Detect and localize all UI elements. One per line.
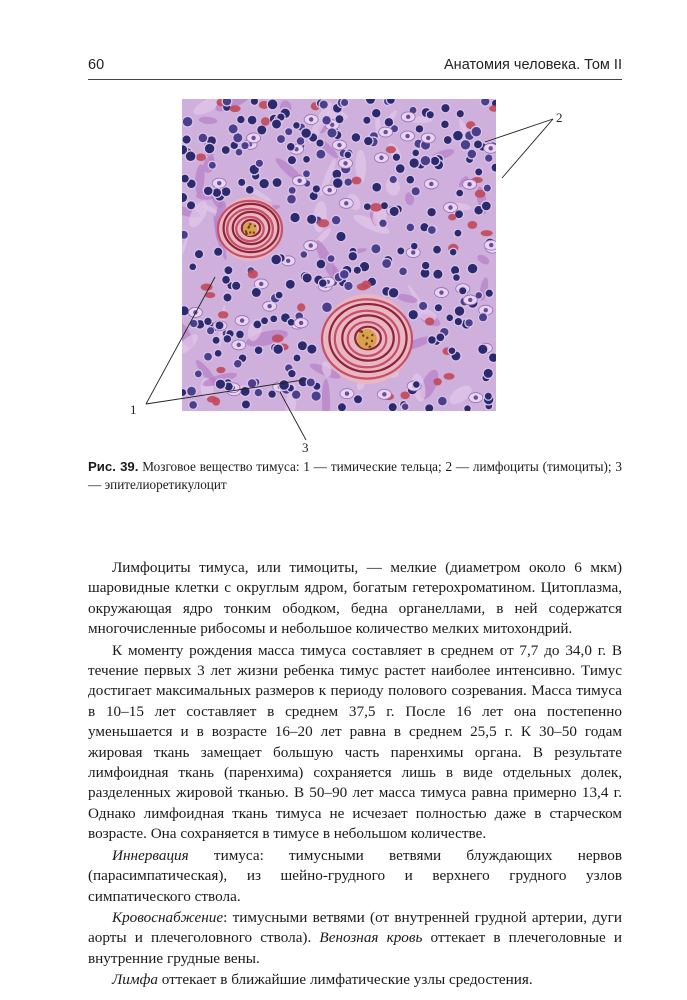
page-number: 60 <box>88 57 105 73</box>
body-text <box>88 558 622 991</box>
term-blood-supply: Кровоснабжение <box>112 908 224 926</box>
blood-supply-text: : тимусными ветвями (от внутренней грудной артерии, дуги аорты и плечеголовного ствола). <box>88 908 622 947</box>
paragraph-innervation <box>88 846 622 907</box>
thymus-micrograph <box>167 94 501 425</box>
venous-text: оттекает в плечеголовные и внутренние грудные вены. <box>88 929 622 967</box>
term-venous-blood: Венозная кровь <box>319 929 423 947</box>
innervation-text: тимуса: тимусными ветвями блуждающих нервов (парасимпатическая), из шейно-грудного и верхнего грудного узлов симпатического ствола. <box>88 846 622 905</box>
paragraph-blood-supply <box>88 908 622 969</box>
term-innervation: Иннервация <box>112 846 189 864</box>
lymph-text: оттекает в ближайшие лимфатические узлы средостения. <box>157 971 533 989</box>
term-lymph: Лимфа <box>112 971 158 989</box>
running-header <box>88 55 622 80</box>
micrograph-svg <box>120 94 590 466</box>
paragraph-lymph <box>88 970 622 990</box>
figure-caption <box>88 458 622 494</box>
paragraph-thymocytes: Лимфоциты тимуса, или тимоциты, — мелкие (диаметром около 6 мкм) шаровидные клетки с округлым ядром, богатым гетерохроматином. Цитоплазма, окружающая ядро тонким ободком, бедна органеллами, в ней содержатся многочисленные рибосомы и небольшое количество мелких митохондрий. <box>88 559 622 638</box>
running-title: Анатомия человека. Том II <box>444 57 622 73</box>
paragraph-mass: К моменту рождения масса тимуса составляет в среднем от 7,7 до 34,0 г. В течение первых 3 лет жизни ребенка тимус растет наиболее интенсивно. Тимус достигает максимальных размеров к периоду полового созревания. Масса тимуса в 10–15 лет составляет в среднем 37,5 г. После 16 лет она постепенно уменьшается и в возрасте 16–20 лет равна в среднем 25,5 г. К 30–50 годам жировая ткань замещает большую часть паренхимы органа. В результате лимфоидная ткань (паренхима) сохраняется лишь в виде отдельных долек, разделенных жировой тканью. В 50–90 лет масса тимуса равна примерно 13,4 г. Однако лимфоидная ткань тимуса не исчезает полностью даже в старческом возрасте. Она сохраняется в тимусе в небольшом количестве. <box>88 641 622 843</box>
callout-3: 3 <box>302 440 309 455</box>
callout-2: 2 <box>556 110 563 125</box>
callout-1: 1 <box>130 402 137 417</box>
caption-label: Рис. 39. <box>88 459 139 474</box>
micrograph-figure <box>120 94 590 466</box>
caption-text: Мозговое вещество тимуса: 1 — тимические тельца; 2 — лимфоциты (тимоциты); 3 — эпителиоретикулоцит <box>88 459 622 492</box>
